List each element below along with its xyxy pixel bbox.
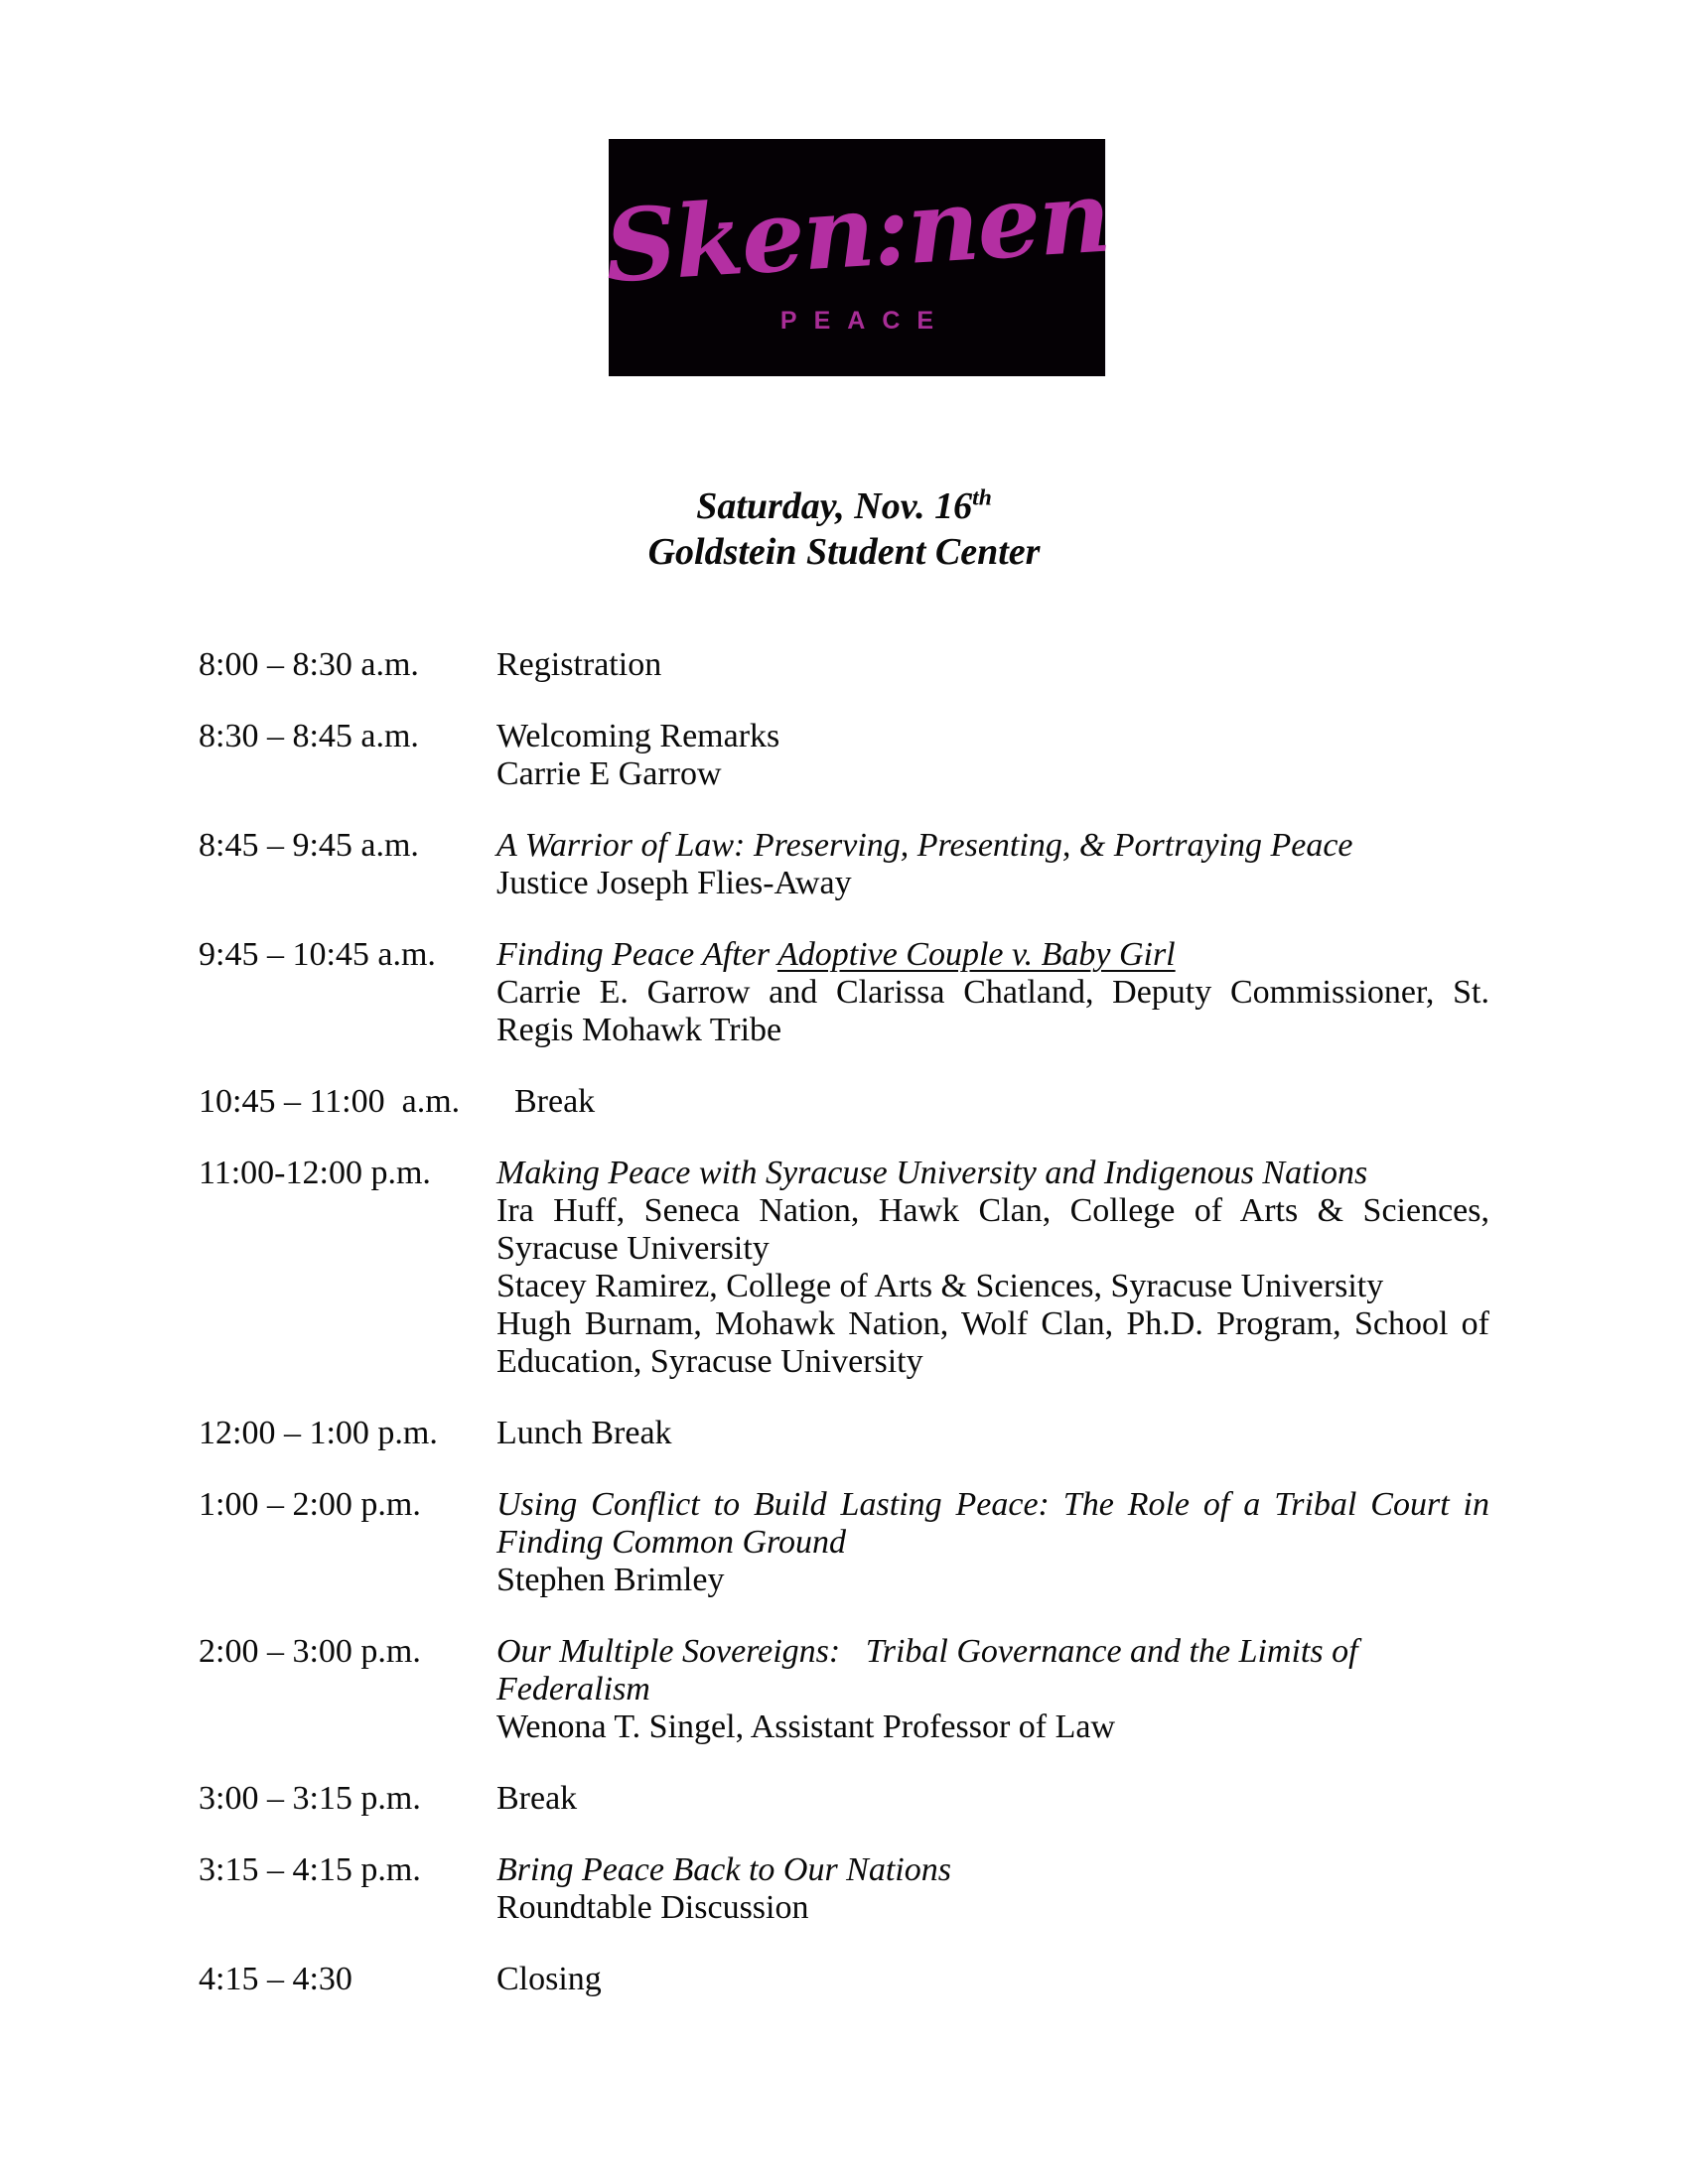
skennen-logo (601, 139, 1113, 376)
session-details (496, 1155, 1489, 1381)
schedule-row (199, 1155, 1489, 1381)
session-details (496, 936, 1489, 1049)
session-text-line: Lunch Break (496, 1415, 672, 1451)
session-text-line: Carrie E Garrow (496, 755, 722, 792)
session-text-line: Welcoming Remarks (496, 718, 780, 754)
event-date: Saturday, Nov. 16th (696, 484, 992, 527)
schedule (199, 646, 1489, 1998)
session-text-line: Closing (496, 1961, 602, 1997)
schedule-row (199, 1780, 1489, 1818)
session-text-line: Break (514, 1083, 596, 1120)
schedule-row (199, 1961, 1489, 1998)
case-name-underlined: Adoptive Couple v. Baby Girl (776, 936, 1176, 973)
session-details (496, 1415, 1489, 1452)
session-text-line: Justice Joseph Flies-Away (496, 865, 852, 901)
session-time: 1:00 – 2:00 p.m. (199, 1486, 421, 1523)
session-text-line: Stephen Brimley (496, 1562, 725, 1598)
session-time: 2:00 – 3:00 p.m. (199, 1633, 421, 1670)
session-text-line: Ira Huff, Seneca Nation, Hawk Clan, College of Arts & Sciences, Syracuse University (496, 1192, 1489, 1267)
schedule-row (199, 1851, 1489, 1927)
session-details (496, 718, 1489, 793)
session-text-line: Registration (496, 646, 662, 683)
session-time: 3:15 – 4:15 p.m. (199, 1851, 421, 1888)
schedule-row (199, 827, 1489, 902)
peace-tagline: PEACE (779, 307, 951, 335)
schedule-row (199, 1633, 1489, 1746)
schedule-row (199, 1415, 1489, 1452)
schedule-row (199, 646, 1489, 684)
text-segment: Finding Peace After (496, 936, 777, 973)
schedule-row (199, 1486, 1489, 1599)
session-time: 10:45 – 11:00 a.m. (199, 1083, 461, 1120)
schedule-row (199, 936, 1489, 1049)
session-details (496, 1851, 1489, 1927)
session-text-line: Stacey Ramirez, College of Arts & Sciences, Syracuse University (496, 1268, 1384, 1304)
session-details (496, 1780, 1489, 1818)
session-details (496, 1083, 1489, 1121)
session-time: 9:45 – 10:45 a.m. (199, 936, 436, 973)
session-time: 12:00 – 1:00 p.m. (199, 1415, 438, 1451)
schedule-row (199, 718, 1489, 793)
session-time: 4:15 – 4:30 (199, 1961, 352, 1997)
session-text-line: Hugh Burnam, Mohawk Nation, Wolf Clan, Ph.D. Program, School of Education, Syracuse University (496, 1305, 1489, 1380)
session-title-line: Bring Peace Back to Our Nations (496, 1851, 951, 1888)
session-title-line: Using Conflict to Build Lasting Peace: The Role of a Tribal Court in Finding Common Ground (496, 1486, 1489, 1561)
skennen-wordmark: Sken:nen (601, 157, 1113, 306)
session-text-line: Carrie E. Garrow and Clarissa Chatland, Deputy Commissioner, St. Regis Mohawk Tribe (496, 974, 1489, 1048)
session-text-line: Roundtable Discussion (496, 1889, 809, 1926)
session-details (496, 1486, 1489, 1599)
session-time: 8:30 – 8:45 a.m. (199, 718, 419, 754)
session-details (496, 1961, 1489, 1998)
session-time: 8:00 – 8:30 a.m. (199, 646, 419, 683)
session-time: 11:00-12:00 p.m. (199, 1155, 431, 1191)
date-ordinal-suffix: th (972, 484, 992, 511)
schedule-row (199, 1083, 1489, 1121)
event-venue: Goldstein Student Center (647, 531, 1041, 573)
session-time: 3:00 – 3:15 p.m. (199, 1780, 421, 1817)
session-details (496, 1633, 1489, 1746)
session-details (496, 646, 1489, 684)
session-title-line: A Warrior of Law: Preserving, Presenting, & Portraying Peace (496, 827, 1353, 864)
session-title-line (496, 936, 1489, 974)
session-details (496, 827, 1489, 902)
session-text-line: Break (496, 1780, 578, 1817)
session-title-line: Making Peace with Syracuse University and Indigenous Nations (496, 1155, 1368, 1191)
session-time: 8:45 – 9:45 a.m. (199, 827, 419, 864)
session-text-line: Wenona T. Singel, Assistant Professor of Law (496, 1708, 1116, 1745)
session-title-line: Our Multiple Sovereigns: Tribal Governance and the Limits of Federalism (496, 1633, 1358, 1707)
